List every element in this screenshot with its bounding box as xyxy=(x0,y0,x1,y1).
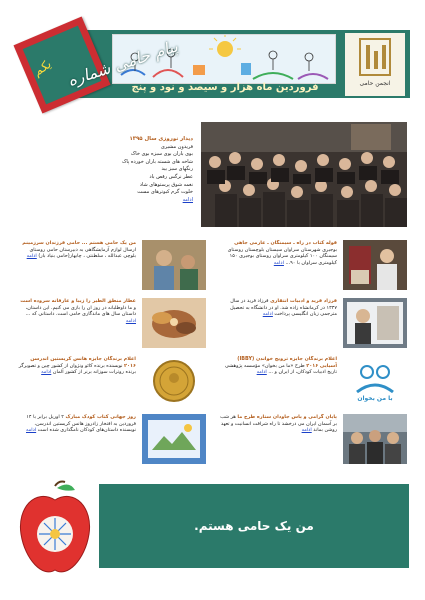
issue-number: یکم xyxy=(30,57,54,79)
article-card xyxy=(219,356,407,406)
article-card xyxy=(18,414,206,464)
article-text xyxy=(219,414,337,464)
medal-icon xyxy=(142,356,206,406)
newsletter-title: پیام حامی شماره xyxy=(65,36,181,90)
read-more-link[interactable]: ادامه xyxy=(301,427,312,433)
logo-caption: انجمن حامی xyxy=(359,80,391,87)
read-more-link[interactable]: ادامه xyxy=(41,369,52,375)
article-thumbnail xyxy=(343,414,407,464)
apple-illustration xyxy=(15,478,95,583)
article-thumbnail xyxy=(142,356,206,406)
article-thumbnail xyxy=(343,240,407,290)
article-text xyxy=(219,298,337,348)
group-photo xyxy=(201,122,407,227)
article-title: قوله کتاب در راه ـ سیمنگان ـ عارمی جاهی xyxy=(234,240,337,246)
article-card xyxy=(18,240,206,290)
article-body: ارسال لوازم آزمایشگاهی به دبیرستان حامی روستای بلوچی عبدالله ، سلطنتی ، چابهار(حامی بنیاد بار) xyxy=(29,246,136,259)
footer-slogan-box xyxy=(99,484,409,568)
poem-line: بوی باران بوی سبزه بوی خاک xyxy=(130,151,193,158)
poem-read-more-link[interactable]: ادامه xyxy=(182,196,193,203)
article-title: عطار منطق الطیر را زیبا و عارفانه سروده است xyxy=(20,298,136,304)
article-text xyxy=(219,240,337,290)
article-body: هر شب بر آسمان ایران می درخشد تا راه شرافت انسانیت و تعهد روشن بماند xyxy=(220,414,337,433)
article-text xyxy=(18,240,136,290)
article-thumbnail xyxy=(142,298,206,348)
article-title: پایان گرامی و پاس جاودان ستاره طرح ما xyxy=(237,414,337,420)
article-text xyxy=(18,414,136,464)
read-more-link[interactable]: ادامه xyxy=(256,369,267,375)
article-body: نویسنده برنده کائو ونژوان از کشور چین و تصویرگر برنده روترات سوزانه برنر از کشور آلمان xyxy=(18,362,136,375)
read-more-link[interactable]: ادامه xyxy=(273,259,284,266)
apple-icon xyxy=(15,478,95,583)
article-card xyxy=(18,298,206,348)
poem-block xyxy=(113,136,193,204)
article-title: اعلام برندگان جایزه ترویج خواندن (IBBY) آسیایی ۲۰۱۶ xyxy=(237,356,337,369)
poem-line: فریدون مشیری xyxy=(160,143,193,150)
issue-date: فروردین ماه هزار و سیصد و نود و پنج xyxy=(131,82,319,93)
poem-line: عطر نرگس رقص باد xyxy=(149,173,193,180)
article-thumbnail xyxy=(142,240,206,290)
article-card xyxy=(219,240,407,290)
article-thumbnail xyxy=(343,298,407,348)
article-thumbnail xyxy=(142,414,206,464)
article-body: فرزاد فرید در سال ۱۳۴۷ در کرمانشاه زاده شد. او در دانشگاه به تحصیل مترجمی زبان انگلیسی پرداخت xyxy=(230,298,337,317)
read-more-link[interactable]: ادامه xyxy=(26,253,37,259)
article-card xyxy=(219,414,407,464)
article-body: طرح «ما من بخوان» مؤسسه پژوهشی تاریخ ادبیات کودکان، از ایران و ... xyxy=(225,362,337,375)
article-card xyxy=(18,356,206,406)
article-text xyxy=(18,356,136,406)
article-title: روز جهانی کتاب کودک مبارک xyxy=(65,414,136,420)
poem-title: دیدار نوروزی سال ۱۳۹۵ xyxy=(129,136,193,142)
article-body: ۲ آوریل برابر با ۱۴ فروردین به افتخار زادروز هانس کریستین اندرسن، نویسنده داستان‌های کودکان نامگذاری شده است xyxy=(26,414,136,433)
article-body: و ما داوطلبانه در روز ان را بازی می کنیم. این داستان، داستان سال های ماندگاری حامی است. داستانی که ... xyxy=(25,304,136,317)
poem-line: شاخه های شسته باران خورده پاک xyxy=(121,158,193,165)
article-body: بوجیری شهرستان سراوان سیستان بلوچستان روستای سیمنگان ۱۰۰ کیلومتری سراوان روستای بوجیری ۱۵۰ کیلومتری سراوان با ۹۰... xyxy=(227,246,337,266)
read-with-me-label: با من بخوان xyxy=(357,395,393,402)
poem-line: رنگهای سبز بید xyxy=(161,166,193,173)
poem-line: نغمه شوق پرستوهای شاد xyxy=(139,181,193,188)
read-more-link[interactable]: ادامه xyxy=(125,317,136,324)
poem-line: خلوت گرم کبوترهای مست xyxy=(137,189,193,196)
article-text xyxy=(219,356,337,406)
hami-logo-icon xyxy=(345,33,405,81)
footer-slogan: من یک حامی هستم. xyxy=(194,519,314,533)
read-more-link[interactable]: ادامه xyxy=(262,311,273,317)
article-title: من یک حامی هستم ... حامی فرزندان سرزمینم xyxy=(22,240,136,246)
article-text xyxy=(18,298,136,348)
article-card xyxy=(219,298,407,348)
read-more-link[interactable]: ادامه xyxy=(26,427,37,433)
article-title: فرزاد فرید و ادبیات انتقاری xyxy=(270,298,337,304)
article-thumbnail xyxy=(343,356,407,406)
hami-logo xyxy=(345,33,405,96)
article-title: اعلام برندگان جایزه هانس کریستین اندرسن ۲۰۱۶ xyxy=(30,356,136,369)
